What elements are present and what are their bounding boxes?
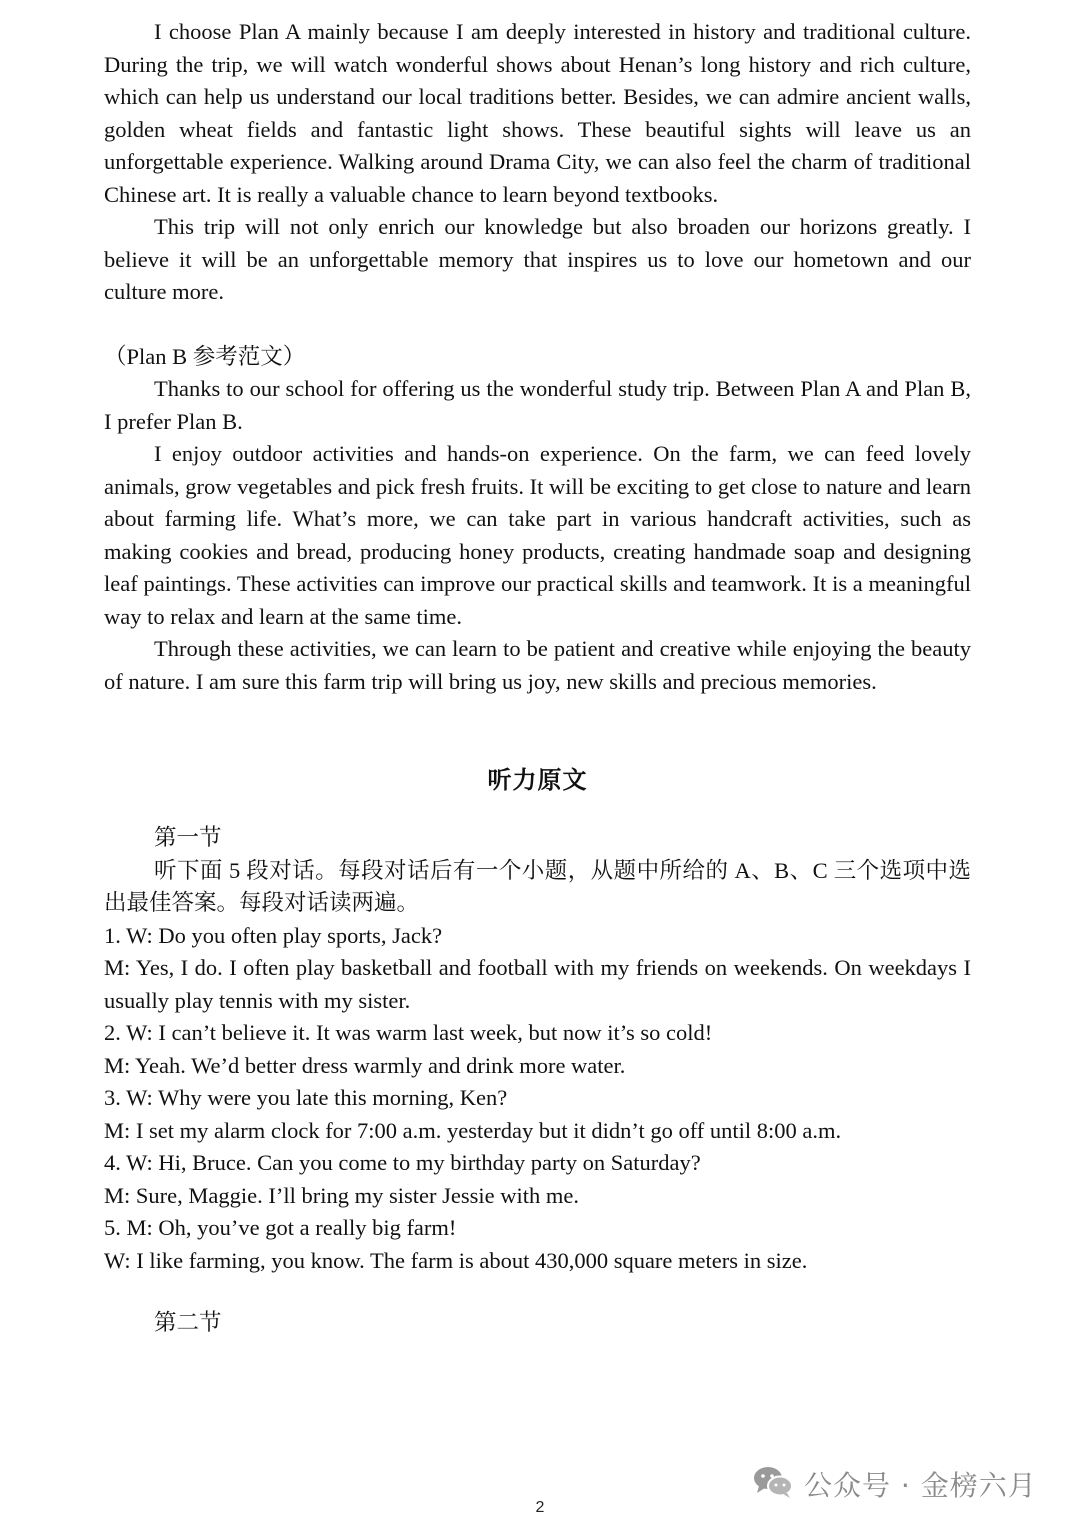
dialogue-line: M: I set my alarm clock for 7:00 a.m. yesterday but it didn’t go off until 8:00 a.m. xyxy=(104,1117,842,1143)
dialogue-line: 3. W: Why were you late this morning, Ken? xyxy=(104,1085,508,1110)
section1-instructions: 听下面 5 段对话。每段对话后有一个小题，从题中所给的 A、B、C 三个选项中选出最佳答案。每段对话读两遍。 xyxy=(104,857,971,915)
planB-paragraph-1: Thanks to our school for offering us the wonderful study trip. Between Plan A and Plan B, I prefer Plan B. xyxy=(104,376,971,434)
dialogue-line: M: Yeah. We’d better dress warmly and drink more water. xyxy=(104,1052,626,1078)
listening-title: 听力原文 xyxy=(487,766,588,794)
planA-paragraph-2: This trip will not only enrich our knowledge but also broaden our horizons greatly. I believe it will be an unforgettable memory that inspires us to love our hometown and our culture more. xyxy=(104,214,971,304)
planA-paragraph-1: I choose Plan A mainly because I am deeply interested in history and traditional culture. During the trip, we will watch wonderful shows about Henan’s long history and rich culture, which can help us understand our local traditions better. Besides, we can admire ancient walls, golden wheat fields and fantastic light shows. These beautiful sights will leave us an unforgettable experience. Walking around Drama City, we can also feel the charm of traditional Chinese art. It is really a valuable chance to learn beyond textbooks. xyxy=(104,19,971,207)
watermark-text: 公众号 · 金榜六月 xyxy=(804,1469,1037,1502)
planB-paragraph-2: I enjoy outdoor activities and hands-on experience. On the farm, we can feed lovely animals, grow vegetables and pick fresh fruits. It will be exciting to get close to nature and learn about farming life. What’s more, we can take part in various handcraft activities, such as making cookies and bread, producing honey products, creating handmade soap and designing leaf paintings. These activities can improve our practical skills and teamwork. It is a meaningful way to relax and learn at the same time. xyxy=(104,441,971,629)
section2-title: 第二节 xyxy=(154,1310,222,1335)
document-page xyxy=(104,16,971,1340)
dialogue-line: W: I like farming, you know. The farm is about 430,000 square meters in size. xyxy=(104,1247,808,1273)
dialogue-line: M: Sure, Maggie. I’ll bring my sister Jessie with me. xyxy=(104,1182,579,1208)
dialogue-line: 4. W: Hi, Bruce. Can you come to my birthday party on Saturday? xyxy=(104,1150,701,1175)
section1-title: 第一节 xyxy=(154,825,222,850)
dialogue-line: M: Yes, I do. I often play basketball and football with my friends on weekends. On weekdays I usually play tennis with my sister. xyxy=(104,955,971,1013)
dialogue-line: 1. W: Do you often play sports, Jack? xyxy=(104,922,443,948)
page-number: 2 xyxy=(535,1499,545,1516)
planB-label: （Plan B 参考范文） xyxy=(104,343,306,369)
dialogue-line: 2. W: I can’t believe it. It was warm last week, but now it’s so cold! xyxy=(104,1020,713,1045)
planB-paragraph-3: Through these activities, we can learn to be patient and creative while enjoying the beauty of nature. I am sure this farm trip will bring us joy, new skills and precious memories. xyxy=(104,636,971,694)
dialogue-line: 5. M: Oh, you’ve got a really big farm! xyxy=(104,1215,457,1240)
